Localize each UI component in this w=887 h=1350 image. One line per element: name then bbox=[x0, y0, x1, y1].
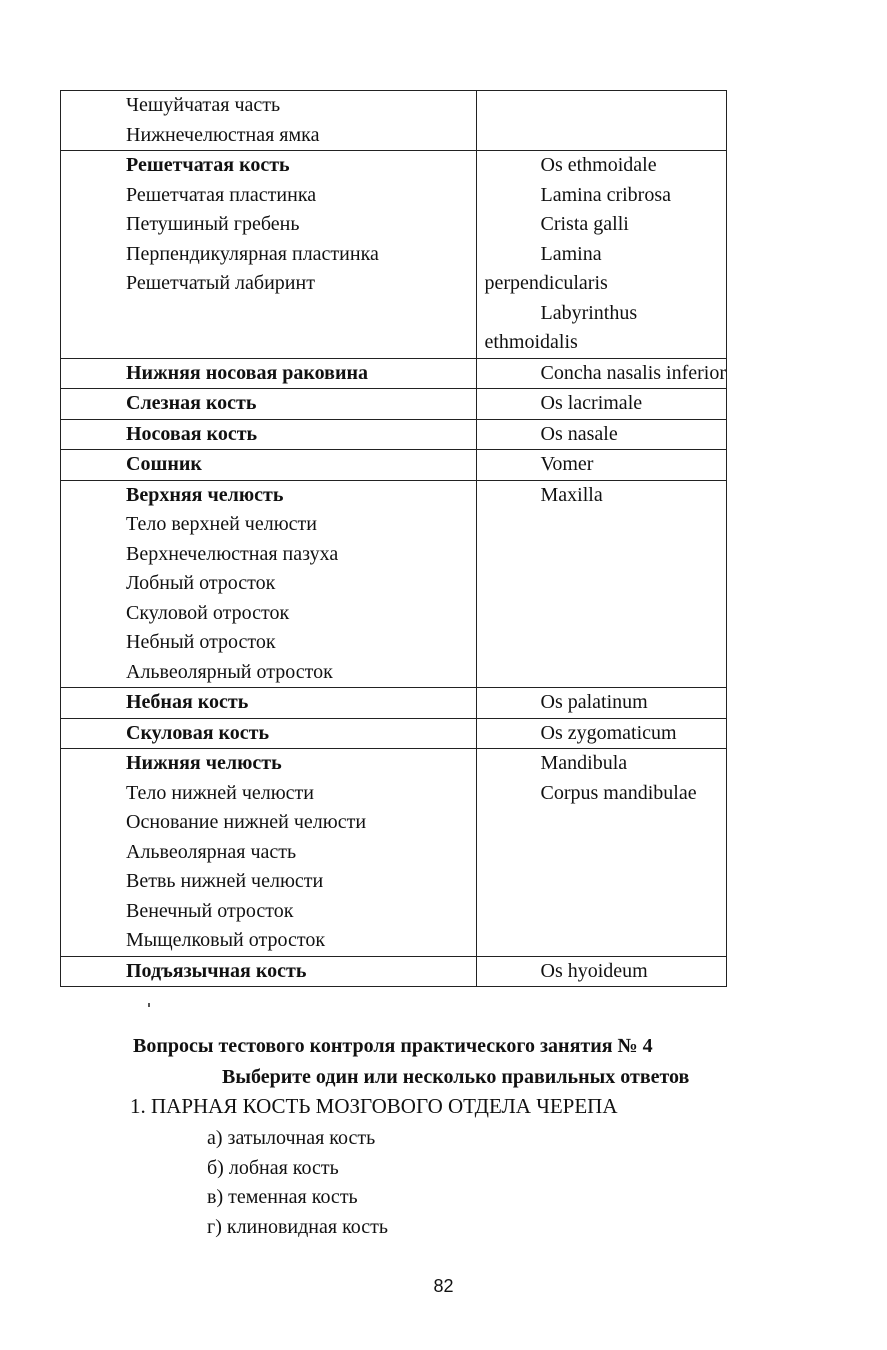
latin-term: Lamina bbox=[540, 242, 602, 265]
bone-part-name: Альвеолярный отросток bbox=[126, 660, 333, 683]
bone-part-name: Перпендикулярная пластинка bbox=[126, 242, 379, 265]
russian-term-cell bbox=[61, 151, 477, 359]
quiz-option: г) клиновидная кость bbox=[207, 1215, 389, 1238]
russian-term-cell bbox=[61, 480, 477, 688]
bone-part-name: Петушиный гребень bbox=[126, 213, 300, 235]
russian-term-cell bbox=[61, 956, 477, 987]
latin-term-cell bbox=[476, 480, 727, 688]
table-row bbox=[61, 91, 727, 151]
latin-term: Os nasale bbox=[540, 422, 618, 445]
table-row bbox=[61, 480, 727, 688]
bones-table bbox=[60, 90, 727, 987]
latin-term-cell bbox=[476, 419, 727, 450]
latin-term: Vomer bbox=[540, 453, 594, 475]
latin-term: perpendicularis bbox=[484, 272, 608, 294]
bone-part-name: Ветвь нижней челюсти bbox=[126, 870, 324, 892]
latin-term: Crista galli bbox=[540, 213, 629, 235]
table-row bbox=[61, 956, 727, 987]
latin-term-cell bbox=[476, 91, 727, 151]
table-row bbox=[61, 450, 727, 481]
russian-term-cell bbox=[61, 718, 477, 749]
latin-term-cell bbox=[476, 151, 727, 359]
bone-part-name: Верхнечелюстная пазуха bbox=[126, 542, 339, 565]
russian-term-cell bbox=[61, 358, 477, 389]
latin-term-cell bbox=[476, 450, 727, 481]
latin-term-cell bbox=[476, 956, 727, 987]
latin-term: Lamina cribrosa bbox=[540, 183, 671, 206]
table-row bbox=[61, 688, 727, 719]
table-row bbox=[61, 718, 727, 749]
latin-term: Mandibula bbox=[540, 752, 628, 774]
bone-part-name: Венечный отросток bbox=[126, 899, 294, 922]
bone-name: Нижняя носовая раковина bbox=[126, 361, 369, 384]
scan-speck bbox=[148, 1003, 150, 1007]
bone-part-name: Небный отросток bbox=[126, 631, 276, 653]
quiz-option: а) затылочная кость bbox=[207, 1127, 376, 1149]
bone-name: Сошник bbox=[126, 453, 202, 475]
latin-term: ethmoidalis bbox=[484, 331, 578, 353]
bone-part-name: Лобный отросток bbox=[126, 572, 276, 594]
latin-term: Labyrinthus bbox=[540, 301, 638, 324]
table-row bbox=[61, 749, 727, 957]
bone-part-name: Нижнечелюстная ямка bbox=[126, 123, 320, 146]
bone-name: Небная кость bbox=[126, 691, 249, 713]
page-number: 82 bbox=[433, 1276, 454, 1296]
russian-term-cell bbox=[61, 91, 477, 151]
bone-part-name: Решетчатый лабиринт bbox=[126, 272, 315, 294]
russian-term-cell bbox=[61, 749, 477, 957]
table-row bbox=[61, 419, 727, 450]
latin-term: Corpus mandibulae bbox=[540, 781, 697, 804]
table-row bbox=[61, 389, 727, 420]
bone-part-name: Альвеолярная часть bbox=[126, 840, 297, 863]
bone-part-name: Тело верхней челюсти bbox=[126, 513, 317, 535]
latin-term: Os ethmoidale bbox=[540, 154, 657, 176]
bone-name: Носовая кость bbox=[126, 422, 258, 445]
bone-part-name: Основание нижней челюсти bbox=[126, 811, 367, 833]
bone-name: Слезная кость bbox=[126, 392, 257, 414]
quiz-options bbox=[207, 1124, 388, 1242]
bone-name: Нижняя челюсть bbox=[126, 752, 282, 774]
latin-term: Os lacrimale bbox=[540, 392, 643, 414]
bone-name: Подъязычная кость bbox=[126, 959, 307, 982]
latin-term-cell bbox=[476, 718, 727, 749]
latin-term-cell bbox=[476, 749, 727, 957]
bones-table-body bbox=[61, 91, 727, 987]
latin-term-cell bbox=[476, 389, 727, 420]
russian-term-cell bbox=[61, 419, 477, 450]
latin-term: Os palatinum bbox=[540, 691, 648, 713]
bone-part-name: Тело нижней челюсти bbox=[126, 781, 314, 804]
quiz-option: б) лобная кость bbox=[207, 1156, 339, 1179]
quiz-subtitle: Выберите один или несколько правильных ответов bbox=[222, 1066, 690, 1088]
latin-term-cell bbox=[476, 688, 727, 719]
russian-term-cell bbox=[61, 688, 477, 719]
latin-term-cell bbox=[476, 358, 727, 389]
bone-part-name: Решетчатая пластинка bbox=[126, 183, 317, 206]
russian-term-cell bbox=[61, 389, 477, 420]
table-row bbox=[61, 151, 727, 359]
latin-term: Os hyoideum bbox=[540, 959, 648, 982]
quiz-option: в) теменная кость bbox=[207, 1186, 358, 1208]
bone-part-name: Чешуйчатая часть bbox=[126, 94, 281, 116]
russian-term-cell bbox=[61, 450, 477, 481]
bone-part-name: Скуловой отросток bbox=[126, 601, 290, 624]
bone-part-name: Мыщелковый отросток bbox=[126, 929, 326, 951]
quiz-title: Вопросы тестового контроля практического занятия № 4 bbox=[133, 1035, 653, 1057]
quiz-question: 1. ПАРНАЯ КОСТЬ МОЗГОВОГО ОТДЕЛА ЧЕРЕПА bbox=[130, 1094, 618, 1118]
bone-name: Решетчатая кость bbox=[126, 154, 290, 176]
latin-term: Os zygomaticum bbox=[540, 721, 677, 744]
bone-name: Верхняя челюсть bbox=[126, 483, 284, 506]
table-row bbox=[61, 358, 727, 389]
bone-name: Скуловая кость bbox=[126, 721, 270, 744]
latin-term: Concha nasalis inferior bbox=[540, 361, 726, 384]
latin-term: Maxilla bbox=[540, 483, 603, 506]
